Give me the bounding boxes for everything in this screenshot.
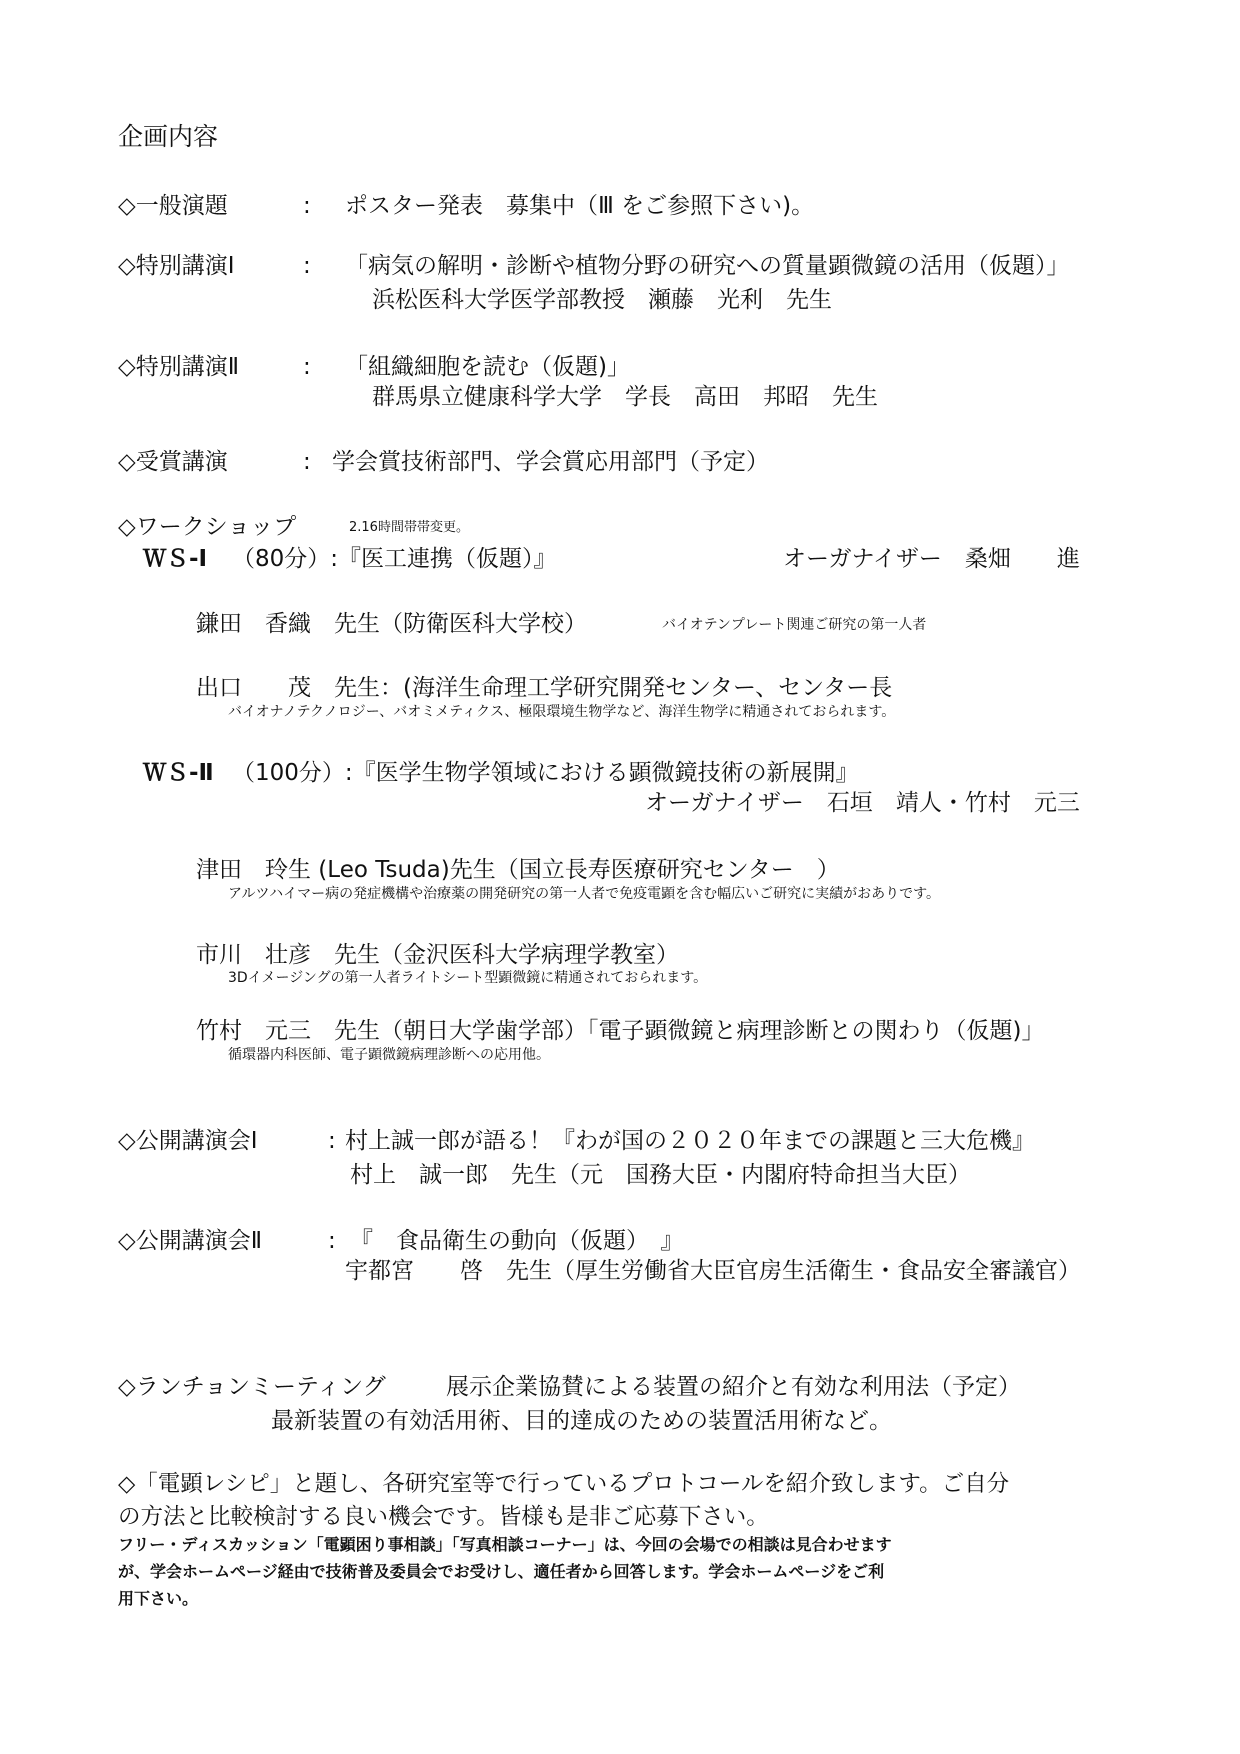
public1-title: 村上誠一郎が語る！『わが国の２０２０年までの課題と三大危機』 (345, 1128, 1035, 1154)
ws2-speaker-3: 竹村 元三 先生（朝日大学歯学部）「電子顕微鏡と病理診断との関わり（仮題)」 (196, 1018, 1045, 1044)
award-colon: : (303, 449, 311, 475)
ws1-speaker-1-note: バイオテンプレート関連ご研究の第一人者 (662, 617, 927, 633)
workshop-note: 2.16時間帯帯変更。 (349, 520, 469, 535)
ws2-speaker-1: 津田 玲生 (Leo Tsuda)先生（国立長寿医療研究センター ） (196, 857, 840, 883)
public1-speaker: 村上 誠一郎 先生（元 国務大臣・内閣府特命担当大臣） (350, 1162, 971, 1188)
luncheon-heading: ◇ランチョンミーティング (118, 1374, 386, 1400)
ws2-title: （100分）:『医学生物学領域における顕微鏡技術の新展開』 (232, 760, 859, 786)
special1-heading: ◇特別講演Ⅰ (118, 253, 235, 279)
special1-title: 「病気の解明・診断や植物分野の研究への質量顕微鏡の活用（仮題）」 (345, 253, 1070, 279)
public1-colon: : (328, 1128, 336, 1154)
award-heading: ◇受賞講演 (118, 449, 228, 475)
ws1-organizer: オーガナイザー 桑畑 進 (783, 546, 1080, 572)
ws1-speaker-2-note: バイオナノテクノロジー、バオミメティクス、極限環境生物学など、海洋生物学に精通されておられます。 (228, 704, 896, 720)
ws1-title: （80分）:『医工連携（仮題）』 (232, 546, 557, 572)
special2-colon: : (303, 354, 311, 380)
luncheon-sub: 最新装置の有効活用術、目的達成のための装置活用術など。 (271, 1408, 892, 1434)
recipe-line-5: 用下さい。 (118, 1589, 199, 1608)
public2-speaker: 宇都宮 啓 先生（厚生労働省大臣官房生活衛生・食品安全審議官） (345, 1258, 1081, 1284)
ws2-label: ＷＳ-Ⅱ (143, 760, 214, 786)
general-text: ポスター発表 募集中（Ⅲ をご参照下さい)。 (345, 193, 815, 219)
recipe-line-2: の方法と比較検討する良い機会です。皆様も是非ご応募下さい。 (118, 1504, 769, 1530)
public1-heading: ◇公開講演会Ⅰ (118, 1128, 258, 1154)
recipe-line-3: フリー・ディスカッション「電顕困り事相談」「写真相談コーナー」は、今回の会場での相談は見合わせます (118, 1535, 892, 1554)
public2-heading: ◇公開講演会Ⅱ (118, 1228, 263, 1254)
special2-speaker: 群馬県立健康科学大学 学長 高田 邦昭 先生 (372, 384, 878, 410)
ws2-speaker-2-note: 3Dイメージングの第一人者ライトシート型顕微鏡に精通されておられます。 (228, 970, 708, 986)
ws2-speaker-1-note: アルツハイマー病の発症機構や治療薬の開発研究の第一人者で免疫電顕を含む幅広いご研究に実績がおありです。 (228, 886, 941, 902)
special1-colon: : (303, 253, 311, 279)
public2-colon: : (328, 1228, 336, 1254)
ws2-organizer: オーガナイザー 石垣 靖人・竹村 元三 (645, 790, 1080, 816)
special1-speaker: 浜松医科大学医学部教授 瀬藤 光利 先生 (372, 287, 832, 313)
recipe-line-4: が、学会ホームページ経由で技術普及委員会でお受けし、適任者から回答します。学会ホームページをご利 (118, 1562, 885, 1581)
ws1-speaker-2: 出口 茂 先生：(海洋生命理工学研究開発センター、センター長 (196, 675, 893, 701)
page-title: 企画内容 (118, 122, 219, 151)
ws1-speaker-1: 鎌田 香織 先生（防衛医科大学校） (196, 611, 587, 637)
special2-heading: ◇特別講演Ⅱ (118, 354, 240, 380)
ws2-speaker-3-note: 循環器内科医師、電子顕微鏡病理診断への応用他。 (228, 1047, 550, 1063)
ws1-label: ＷＳ-Ⅰ (143, 546, 208, 572)
general-heading: ◇一般演題 (118, 193, 228, 219)
special2-title: 「組織細胞を読む（仮題)」 (345, 354, 630, 380)
luncheon-text: 展示企業協賛による装置の紹介と有効な利用法（予定） (446, 1374, 1021, 1400)
general-colon: : (303, 193, 311, 219)
public2-title: 『 食品衛生の動向（仮題） 』 (350, 1228, 684, 1254)
workshop-heading: ◇ワークショップ (118, 514, 297, 540)
recipe-line-1: ◇「電顕レシピ」と題し、各研究室等で行っているプロトコールを紹介致します。ご自分 (118, 1471, 1010, 1497)
award-text: 学会賞技術部門、学会賞応用部門（予定） (332, 449, 769, 475)
ws2-speaker-2: 市川 壮彦 先生（金沢医科大学病理学教室） (196, 942, 679, 968)
